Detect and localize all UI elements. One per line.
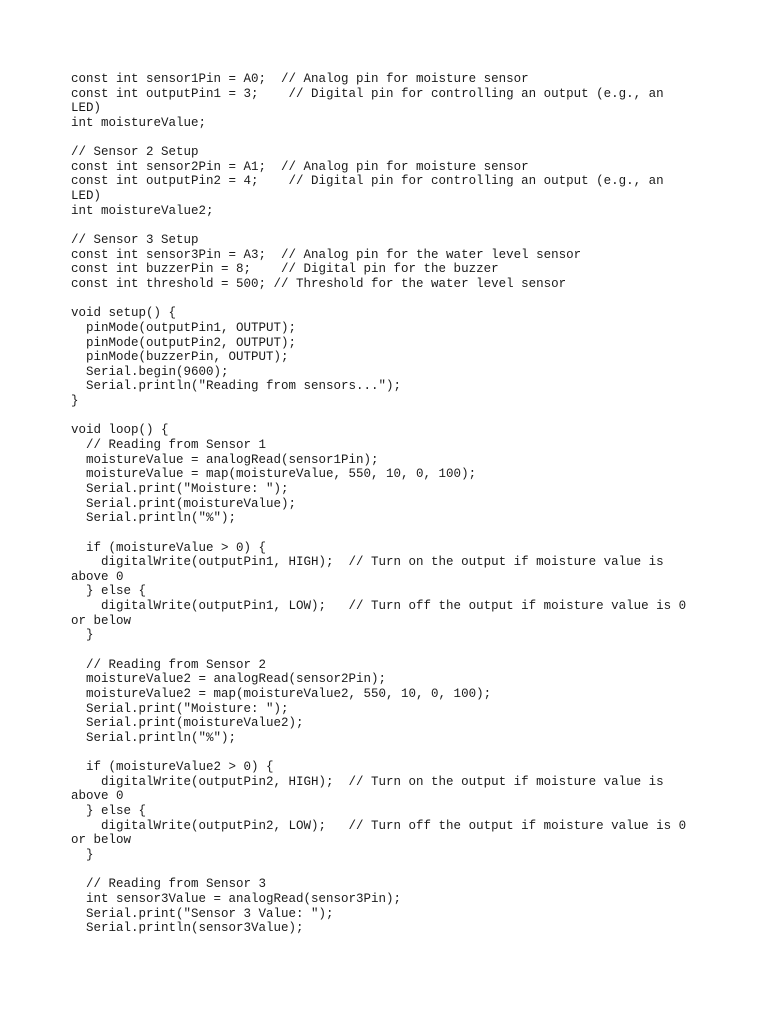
- code-line: [71, 863, 731, 878]
- code-line: void loop() {: [71, 423, 169, 438]
- code-line: const int threshold = 500; // Threshold for the water level sensor: [71, 276, 567, 291]
- code-line: const int sensor3Pin = A3; // Analog pin for the water level sensor: [71, 247, 582, 262]
- code-line: Serial.println(sensor3Value);: [71, 921, 304, 936]
- code-line: digitalWrite(outputPin1, LOW); // Turn off the output if moisture value is 0: [71, 599, 687, 614]
- code-line: Serial.print("Moisture: ");: [71, 481, 289, 496]
- code-line: Serial.print(moistureValue);: [71, 496, 297, 511]
- code-line: LED): [71, 189, 102, 204]
- code-line: Serial.begin(9600);: [71, 364, 229, 379]
- code-line: const int outputPin2 = 4; // Digital pin for controlling an output (e.g., an: [71, 174, 664, 189]
- code-line: const int outputPin1 = 3; // Digital pin for controlling an output (e.g., an: [71, 86, 664, 101]
- code-line: Serial.print("Sensor 3 Value: ");: [71, 906, 334, 921]
- code-line: // Sensor 3 Setup: [71, 233, 199, 248]
- code-line: LED): [71, 101, 102, 116]
- code-line: [71, 292, 731, 307]
- code-line: [71, 218, 731, 233]
- code-line: moistureValue2 = analogRead(sensor2Pin);: [71, 672, 387, 687]
- code-line: above 0: [71, 789, 124, 804]
- code-line: Serial.println("%");: [71, 730, 237, 745]
- code-line: digitalWrite(outputPin2, HIGH); // Turn on the output if moisture value is: [71, 774, 664, 789]
- code-line: or below: [71, 613, 132, 628]
- code-line: moistureValue = map(moistureValue, 550, 10, 0, 100);: [71, 467, 477, 482]
- code-line: // Reading from Sensor 2: [71, 657, 267, 672]
- code-line: pinMode(buzzerPin, OUTPUT);: [71, 350, 289, 365]
- code-line: digitalWrite(outputPin1, HIGH); // Turn on the output if moisture value is: [71, 555, 664, 570]
- code-listing: [71, 72, 731, 936]
- code-line: const int sensor1Pin = A0; // Analog pin for moisture sensor: [71, 72, 529, 86]
- code-line: // Reading from Sensor 1: [71, 438, 267, 453]
- code-line: digitalWrite(outputPin2, LOW); // Turn off the output if moisture value is 0: [71, 818, 687, 833]
- code-line: [71, 745, 731, 760]
- code-line: [71, 526, 731, 541]
- code-line: int moistureValue;: [71, 115, 207, 130]
- code-line: const int sensor2Pin = A1; // Analog pin for moisture sensor: [71, 159, 529, 174]
- code-line: if (moistureValue > 0) {: [71, 540, 267, 555]
- code-line: [71, 643, 731, 658]
- code-line: if (moistureValue2 > 0) {: [71, 760, 274, 775]
- code-line: }: [71, 394, 79, 409]
- code-line: moistureValue2 = map(moistureValue2, 550, 10, 0, 100);: [71, 686, 492, 701]
- code-line: Serial.println("Reading from sensors...");: [71, 379, 402, 394]
- code-line: int moistureValue2;: [71, 203, 214, 218]
- code-line: }: [71, 847, 94, 862]
- code-line: pinMode(outputPin1, OUTPUT);: [71, 320, 297, 335]
- code-line: Serial.print("Moisture: ");: [71, 701, 289, 716]
- code-line: moistureValue = analogRead(sensor1Pin);: [71, 452, 379, 467]
- code-line: or below: [71, 833, 132, 848]
- code-line: [71, 409, 731, 424]
- code-line: int sensor3Value = analogRead(sensor3Pin);: [71, 891, 402, 906]
- code-line: } else {: [71, 584, 147, 599]
- code-line: [71, 131, 731, 146]
- code-line: pinMode(outputPin2, OUTPUT);: [71, 335, 297, 350]
- code-line: // Reading from Sensor 3: [71, 877, 267, 892]
- code-line: Serial.print(moistureValue2);: [71, 716, 304, 731]
- code-line: above 0: [71, 569, 124, 584]
- code-line: // Sensor 2 Setup: [71, 145, 199, 160]
- code-line: Serial.println("%");: [71, 511, 237, 526]
- code-line: } else {: [71, 804, 147, 819]
- code-line: }: [71, 628, 94, 643]
- code-line: const int buzzerPin = 8; // Digital pin for the buzzer: [71, 262, 499, 277]
- code-line: void setup() {: [71, 306, 177, 321]
